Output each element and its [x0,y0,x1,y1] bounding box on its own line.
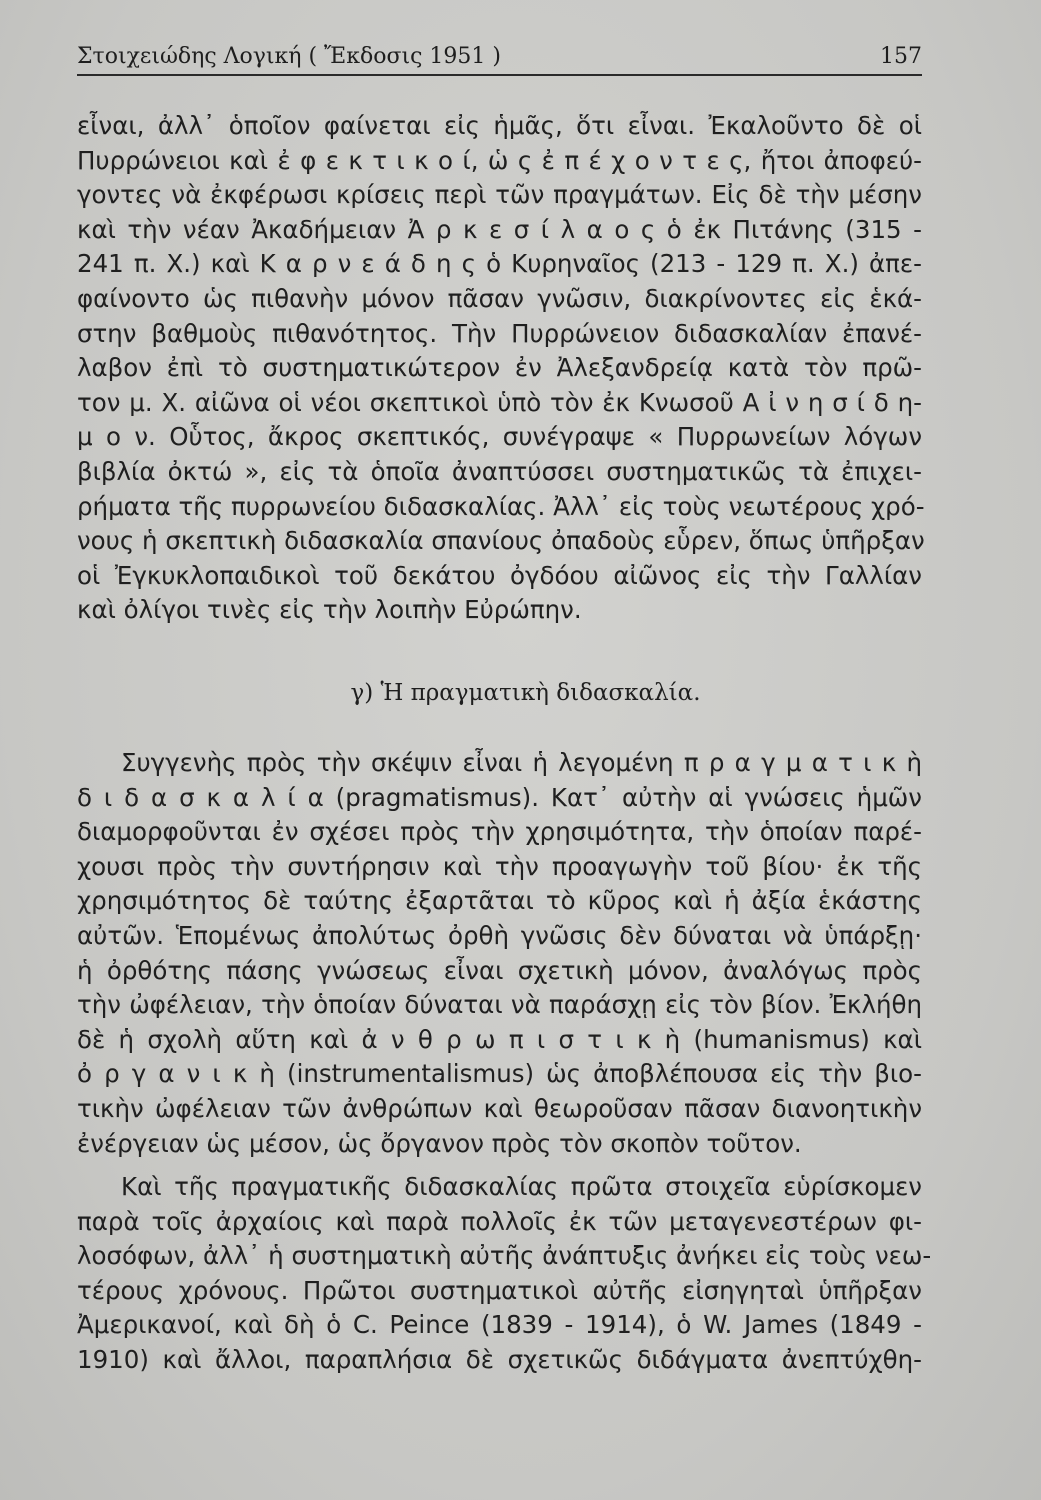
text-line: τικὴν ὠφέλειαν τῶν ἀνθρώπων καὶ θεωροῦσαν πᾶσαν διανοητικὴν [77,1093,922,1123]
paragraph-3 [77,1170,932,1378]
text-line: μ ο ν. Οὗτος, ἄκρος σκεπτικός, συνέγραψε « Πυρρωνείων λόγων [77,422,922,452]
text-line: 1910) καὶ ἄλλοι, παραπλήσια δὲ σχετικῶς διδάγματα ἀνεπτύχθη- [77,1344,922,1374]
text-line: Ἀμερικανοί, καὶ δὴ ὁ C. Peince (1839 - 1914), ὁ W. James (1849 - [77,1310,922,1340]
page-number: 157 [880,44,922,69]
header-rule [77,74,922,76]
text-line: δ ι δ α σ κ α λ ί α (pragmatismus). Κατ᾽ αὐτὴν αἱ γνώσεις ἡμῶν [77,782,922,812]
text-line: 241 π. Χ.) καὶ Κ α ρ ν ε ά δ η ς ὁ Κυρηναῖος (213 - 129 π. Χ.) ἀπε- [77,249,922,279]
text-line: εἶναι, ἀλλ᾽ ὁποῖον φαίνεται εἰς ἡμᾶς, ὅτι εἶναι. Ἐκαλοῦντο δὲ οἱ [77,111,922,140]
text-line: λοσόφων, ἀλλ᾽ ἡ συστηματικὴ αὐτῆς ἀνάπτυξις ἀνήκει εἰς τοὺς νεω- [77,1241,932,1271]
text-line: λαβον ἐπὶ τὸ συστηματικώτερον ἐν Ἀλεξανδρείᾳ κατὰ τὸν πρῶ- [77,353,922,383]
text-line: Συγγενὴς πρὸς τὴν σκέψιν εἶναι ἡ λεγομένη π ρ α γ μ α τ ι κ ὴ [121,748,922,777]
text-line: παρὰ τοῖς ἀρχαίοις καὶ παρὰ πολλοῖς ἐκ τῶν μεταγενεστέρων φι- [77,1206,922,1236]
text-line: αὐτῶν. Ἑπομένως ἀπολύτως ὀρθὴ γνῶσις δὲν δύναται νὰ ὑπάρξῃ· [77,920,922,950]
text-line: νους ἡ σκεπτικὴ διδασκαλία σπανίους ὀπαδοὺς εὗρεν, ὅπως ὑπῆρξαν [77,526,925,556]
text-line: ρήματα τῆς πυρρωνείου διδασκαλίας. Ἀλλ᾽ εἰς τοὺς νεωτέρους χρό- [77,491,925,521]
running-header [77,40,922,80]
text-line: ὀ ρ γ α ν ι κ ὴ (instrumentalismus) ὡς ἀποβλέπουσα εἰς τὴν βιο- [77,1059,922,1089]
section-heading: γ) Ἡ πραγματικὴ διδασκαλία. [350,680,701,706]
text-line: Πυρρώνειοι καὶ ἐ φ ε κ τ ι κ ο ί, ὡ ς ἐ π έ χ ο ν τ ε ς, ἤτοι ἀποφεύ- [77,145,922,175]
text-line: καὶ ὀλίγοι τινὲς εἰς τὴν λοιπὴν Εὐρώπην. [77,595,582,625]
text-line: τέρους χρόνους. Πρῶτοι συστηματικοὶ αὐτῆς εἰσηγηταὶ ὑπῆρξαν [77,1275,922,1305]
text-line: φαίνοντο ὡς πιθανὴν μόνον πᾶσαν γνῶσιν, διακρίνοντες εἰς ἑκά- [77,283,922,313]
text-line: στην βαθμοὺς πιθανότητος. Τὴν Πυρρώνειον διδασκαλίαν ἐπανέ- [77,318,922,348]
text-line: καὶ τὴν νέαν Ἀκαδήμειαν Ἀ ρ κ ε σ ί λ α ο ς ὁ ἐκ Πιτάνης (315 - [77,214,922,244]
text-line: γοντες νὰ ἐκφέρωσι κρίσεις περὶ τῶν πραγμάτων. Εἰς δὲ τὴν μέσην [77,180,922,210]
text-line: τὴν ὠφέλειαν, τὴν ὁποίαν δύναται νὰ παράσχῃ εἰς τὸν βίον. Ἐκλήθη [77,990,922,1020]
header-title: Στοιχειώδης Λογική ( Ἔκδοσις 1951 ) [77,44,501,69]
text-line: χουσι πρὸς τὴν συντήρησιν καὶ τὴν προαγωγὴν τοῦ βίου· ἐκ τῆς [77,851,922,881]
paragraph-2 [77,746,922,1161]
text-line: οἱ Ἐγκυκλοπαιδικοὶ τοῦ δεκάτου ὀγδόου αἰῶνος εἰς τὴν Γαλλίαν [77,560,922,590]
text-line: τον μ. Χ. αἰῶνα οἱ νέοι σκεπτικοὶ ὑπὸ τὸν ἐκ Κνωσοῦ Α ἰ ν η σ ί δ η- [77,387,922,417]
text-line: χρησιμότητος δὲ ταύτης ἐξαρτᾶται τὸ κῦρος καὶ ἡ ἀξία ἑκάστης [77,886,922,916]
paragraph-1 [77,109,925,628]
text-line: ἡ ὀρθότης πάσης γνώσεως εἶναι σχετικὴ μόνον, ἀναλόγως πρὸς [77,955,922,985]
text-line: βιβλία ὀκτώ », εἰς τὰ ὁποῖα ἀναπτύσσει συστηματικῶς τὰ ἐπιχει- [77,456,922,486]
text-line: διαμορφοῦνται ἐν σχέσει πρὸς τὴν χρησιμότητα, τὴν ὁποίαν παρέ- [77,817,922,847]
text-line: δὲ ἡ σχολὴ αὕτη καὶ ἀ ν θ ρ ω π ι σ τ ι κ ὴ (humanismus) καὶ [77,1024,922,1054]
text-line: Καὶ τῆς πραγματικῆς διδασκαλίας πρῶτα στοιχεῖα εὑρίσκομεν [121,1172,922,1201]
text-line: ἐνέργειαν ὡς μέσον, ὡς ὄργανον πρὸς τὸν σκοπὸν τοῦτον. [77,1128,802,1158]
